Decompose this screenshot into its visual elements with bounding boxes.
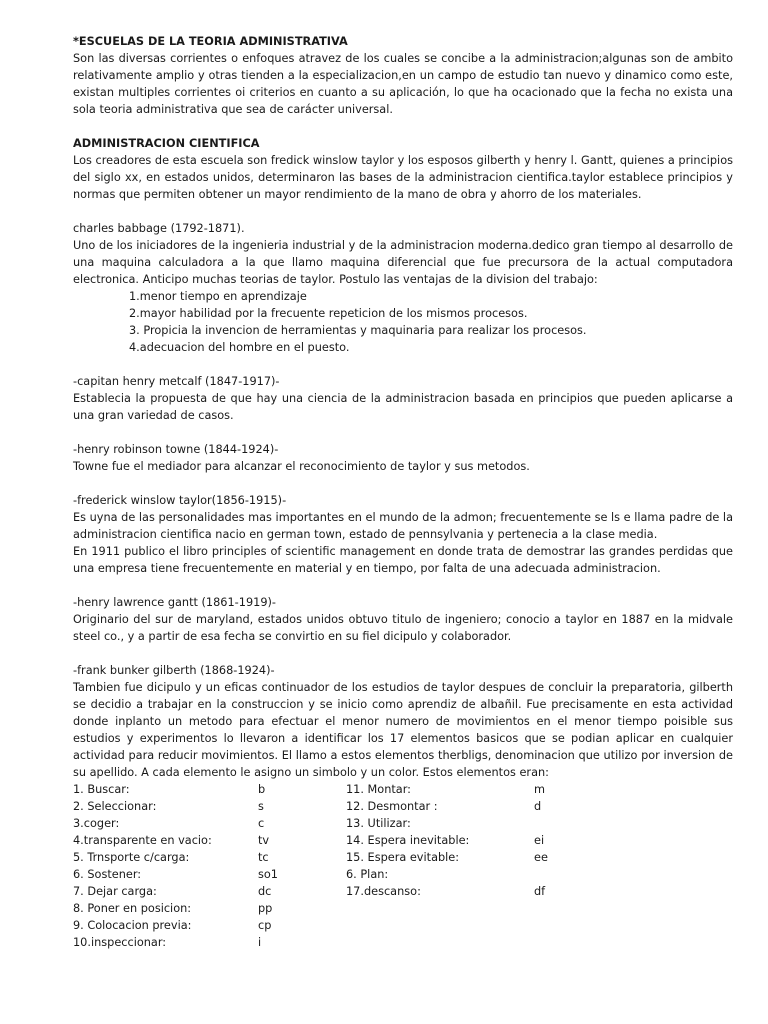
paragraph: Es uyna de las personalidades mas importantes en el mundo de la admon; frecuentemente se ls e llama padre de la administracion cientifica nacio en german town, estado de pennsylvania y pertenecia a la clase media. [73, 511, 733, 541]
element-name: 15. Espera evitable: [346, 851, 460, 864]
table-row [73, 815, 633, 832]
table-row [73, 798, 633, 815]
element-symbol [534, 815, 633, 832]
element-symbol: d [534, 800, 542, 813]
element-name: 7. Dejar carga: [73, 885, 157, 898]
element-name: 12. Desmontar : [346, 800, 438, 813]
division-list [73, 288, 733, 356]
element-name: 14. Espera inevitable: [346, 834, 470, 847]
element-symbol: dc [258, 885, 272, 898]
element-name: 8. Poner en posicion: [73, 902, 192, 915]
element-name: 9. Colocacion previa: [73, 919, 192, 932]
element-name: 3.coger: [73, 817, 120, 830]
person-heading: -frank bunker gilberth (1868-1924)- [73, 664, 275, 677]
paragraph: En 1911 publico el libro principles of scientific management en donde trata de demostrar las grandes perdidas que una empresa tiene frecuentemente en material y en tiempo, por falta de una adecuada administracion. [73, 545, 733, 575]
element-name: 13. Utilizar: [346, 817, 411, 830]
paragraph: Los creadores de esta escuela son fredick winslow taylor y los esposos gilberth y henry l. Gantt, quienes a principios del siglo xx, en estados unidos, determinaron las bases de la administracion cientifica.taylor establece principios y normas que permiten obtener un mayor rendimiento de la mano de obra y ahorro de los materiales. [73, 154, 733, 201]
list-item: 4.adecuacion del hombre en el puesto. [129, 341, 350, 354]
section-title: ADMINISTRACION CIENTIFICA [73, 137, 260, 150]
list-item: 2.mayor habilidad por la frecuente repeticion de los mismos procesos. [129, 307, 528, 320]
element-symbol: tc [258, 851, 269, 864]
element-symbol: i [258, 936, 262, 949]
person-heading: -henry robinson towne (1844-1924)- [73, 443, 279, 456]
table-row [73, 934, 633, 951]
element-symbol: df [534, 885, 546, 898]
paragraph: Originario del sur de maryland, estados unidos obtuvo titulo de ingeniero; conocio a taylor en 1887 en la midvale steel co., y a partir de esa fecha se convirtio en su fiel dicipulo y colaborador. [73, 613, 733, 643]
table-row [73, 849, 633, 866]
element-name: 17.descanso: [346, 885, 421, 898]
element-name: 11. Montar: [346, 783, 411, 796]
element-symbol: s [258, 800, 264, 813]
element-symbol: b [258, 783, 266, 796]
element-symbol: so1 [258, 868, 278, 881]
element-name: 5. Trnsporte c/carga: [73, 851, 190, 864]
paragraph: Tambien fue dicipulo y un eficas continuador de los estudios de taylor despues de concluir la preparatoria, gilberth se decidio a trabajar en la construccion y se inicio como aprendiz de albañil. Fue precisamente en esta actividad donde inplanto un metodo para efectuar el menor numero de movimientos en el menor tiempo poisible sus estudios y experimentos lo llevaron a identificar los 17 elementos basicos que se podian aplicar en cualquier actividad para reducir movimientos. El llamo a estos elementos therbligs, denominacion que utilizo por inversion de su apellido. A cada elemento le asigno un simbolo y un color. Estos elementos eran: [73, 681, 733, 779]
element-name: 10.inspeccionar: [73, 936, 167, 949]
table-row [73, 781, 633, 798]
element-symbol: pp [258, 902, 273, 915]
person-heading: charles babbage (1792-1871). [73, 222, 245, 235]
paragraph: Towne fue el mediador para alcanzar el reconocimiento de taylor y sus metodos. [73, 460, 530, 473]
person-heading: -henry lawrence gantt (1861-1919)- [73, 596, 276, 609]
element-symbol [534, 900, 633, 917]
table-row [73, 917, 633, 934]
element-symbol: c [258, 817, 265, 830]
paragraph: Son las diversas corrientes o enfoques atravez de los cuales se concibe a la administracion;algunas son de ambito relativamente amplio y otras tienden a la especializacion,en un campo de estudio tan nuevo y dinamico como este, existan multiples corrientes oi criterios en cuanto a su aplicación, lo que ha ocacionado que la fecha no exista una sola teoria administrativa que sea de carácter universal. [73, 52, 733, 116]
therbligs-table [73, 781, 633, 951]
element-name [346, 917, 534, 934]
person-heading: -frederick winslow taylor(1856-1915)- [73, 494, 287, 507]
element-name: 2. Seleccionar: [73, 800, 157, 813]
element-name [346, 900, 534, 917]
paragraph: Uno de los iniciadores de la ingenieria industrial y de la administracion moderna.dedico gran tiempo al desarrollo de una maquina calculadora a la que llamo maquina diferencial que fue precursora de la actual computadora electronica. Anticipo muchas teorias de taylor. Postulo las ventajas de la division del trabajo: [73, 239, 733, 286]
element-name: 4.transparente en vacio: [73, 834, 212, 847]
list-item: 1.menor tiempo en aprendizaje [129, 290, 307, 303]
table-row [73, 832, 633, 849]
element-symbol: ee [534, 851, 548, 864]
element-symbol: tv [258, 834, 270, 847]
table-row [73, 866, 633, 883]
element-name: 6. Sostener: [73, 868, 142, 881]
table-row [73, 900, 633, 917]
element-symbol [534, 866, 633, 883]
element-symbol [534, 917, 633, 934]
element-symbol: ei [534, 834, 545, 847]
element-symbol [534, 934, 633, 951]
paragraph: Establecia la propuesta de que hay una ciencia de la administracion basada en principios que pueden aplicarse a una gran variedad de casos. [73, 392, 733, 422]
element-symbol: m [534, 783, 546, 796]
document-page [73, 33, 733, 951]
element-name: 6. Plan: [346, 868, 389, 881]
list-item: 3. Propicia la invencion de herramientas y maquinaria para realizar los procesos. [129, 324, 587, 337]
section-title: *ESCUELAS DE LA TEORIA ADMINISTRATIVA [73, 35, 348, 48]
element-name [346, 934, 534, 951]
element-name: 1. Buscar: [73, 783, 130, 796]
element-symbol: cp [258, 919, 272, 932]
table-row [73, 883, 633, 900]
person-heading: -capitan henry metcalf (1847-1917)- [73, 375, 280, 388]
